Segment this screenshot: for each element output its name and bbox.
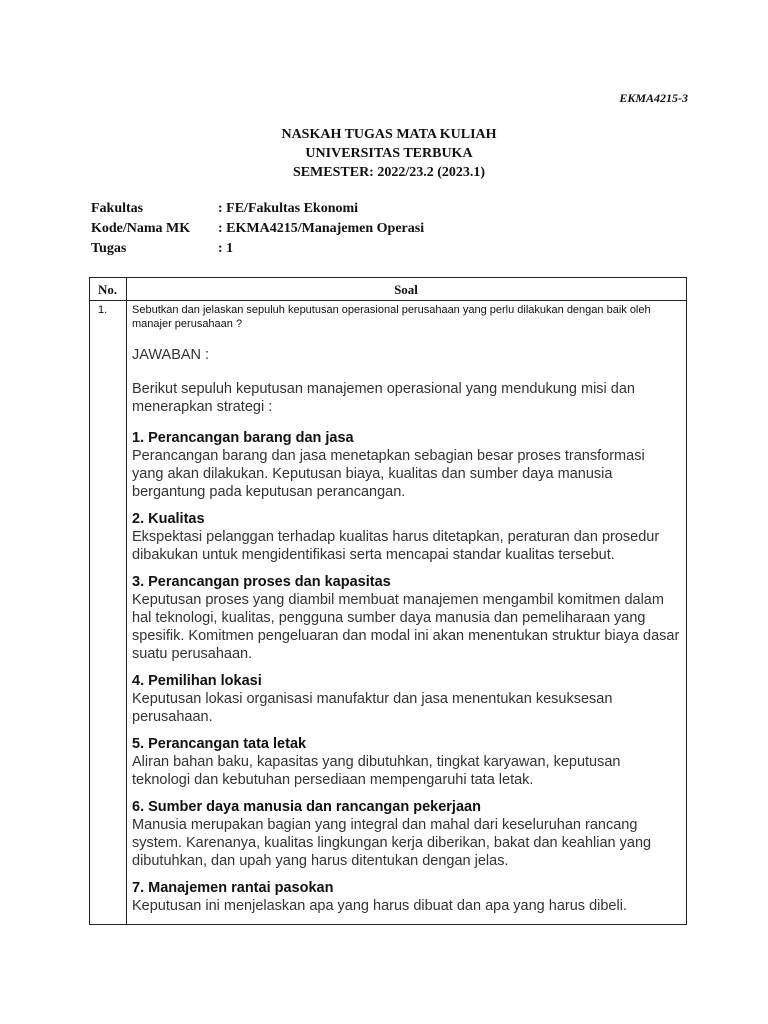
question-table <box>89 277 687 925</box>
answer-label: JAWABAN : <box>132 347 210 363</box>
answer-item-title: 6. Sumber daya manusia dan rancangan pekerjaan <box>132 799 481 815</box>
table-header-divider <box>90 300 686 301</box>
answer-item <box>132 429 680 501</box>
meta-value: : FE/Fakultas Ekonomi <box>218 201 359 216</box>
row-number: 1. <box>98 304 108 316</box>
answer-item-body: Keputusan lokasi organisasi manufaktur dan jasa menentukan kesuksesan perusahaan. <box>132 691 613 725</box>
answer-item-body: Ekspektasi pelanggan terhadap kualitas harus ditetapkan, peraturan dan prosedur dibakukan untuk mengidentifikasi serta mencapai standar kualitas tersebut. <box>132 529 660 563</box>
meta-value: : EKMA4215/Manajemen Operasi <box>218 221 425 236</box>
answer-item-body: Manusia merupakan bagian yang integral dan mahal dari keseluruhan rancang system. Karenanya, kualitas lingkungan kerja diberikan, bakat dan keahlian yang dibutuhkan, dan upah yang harus ditentukan dengan jelas. <box>132 817 652 869</box>
answer-item-body: Keputusan ini menjelaskan apa yang harus dibuat dan apa yang harus dibeli. <box>132 898 627 914</box>
column-header-no: No. <box>98 282 118 297</box>
document-header <box>0 125 768 182</box>
header-title: NASKAH TUGAS MATA KULIAH <box>281 127 497 142</box>
answer-item <box>132 879 680 915</box>
meta-label: Tugas <box>91 241 127 256</box>
meta-value: : 1 <box>218 241 234 256</box>
answer-item-title: 2. Kualitas <box>132 511 205 527</box>
answer-item <box>132 573 680 663</box>
answer-item-title: 5. Perancangan tata letak <box>132 736 307 752</box>
header-university: UNIVERSITAS TERBUKA <box>305 146 473 161</box>
answer-item <box>132 510 680 564</box>
table-column-divider <box>126 278 127 924</box>
answer-item-title: 3. Perancangan proses dan kapasitas <box>132 574 391 590</box>
answer-item <box>132 672 680 726</box>
question-text: Sebutkan dan jelaskan sepuluh keputusan operasional perusahaan yang perlu dilakukan dengan baik oleh manajer perusahaan ? <box>132 304 651 330</box>
answer-item-title: 7. Manajemen rantai pasokan <box>132 880 334 896</box>
answer-intro: Berikut sepuluh keputusan manajemen operasional yang mendukung misi dan menerapkan strategi : <box>132 381 635 415</box>
document-code: EKMA4215-3 <box>619 91 688 105</box>
answer-item <box>132 798 680 870</box>
answer-item-body: Aliran bahan baku, kapasitas yang dibutuhkan, tingkat karyawan, keputusan teknologi dan kebutuhan persediaan mempengaruhi tata letak. <box>132 754 621 788</box>
column-header-soal: Soal <box>394 282 418 297</box>
answer-item-title: 1. Perancangan barang dan jasa <box>132 430 354 446</box>
answer-item-body: Perancangan barang dan jasa menetapkan sebagian besar proses transformasi yang akan dilakukan. Keputusan biaya, kualitas dan sumber daya manusia bergantung pada keputusan perancangan. <box>132 448 645 500</box>
answer-block <box>132 346 680 924</box>
answer-item-title: 4. Pemilihan lokasi <box>132 673 262 689</box>
answer-item-body: Keputusan proses yang diambil membuat manajemen mengambil komitmen dalam hal teknologi, kualitas, pengguna sumber daya manusia dan pemeliharaan yang spesifik. Komitmen pengeluaran dan modal ini akan menentukan struktur biaya dasar suatu perusahaan. <box>132 592 680 662</box>
meta-label: Fakultas <box>91 201 144 216</box>
answer-item <box>132 735 680 789</box>
header-semester: SEMESTER: 2022/23.2 (2023.1) <box>292 165 486 180</box>
meta-label: Kode/Nama MK <box>91 221 191 236</box>
